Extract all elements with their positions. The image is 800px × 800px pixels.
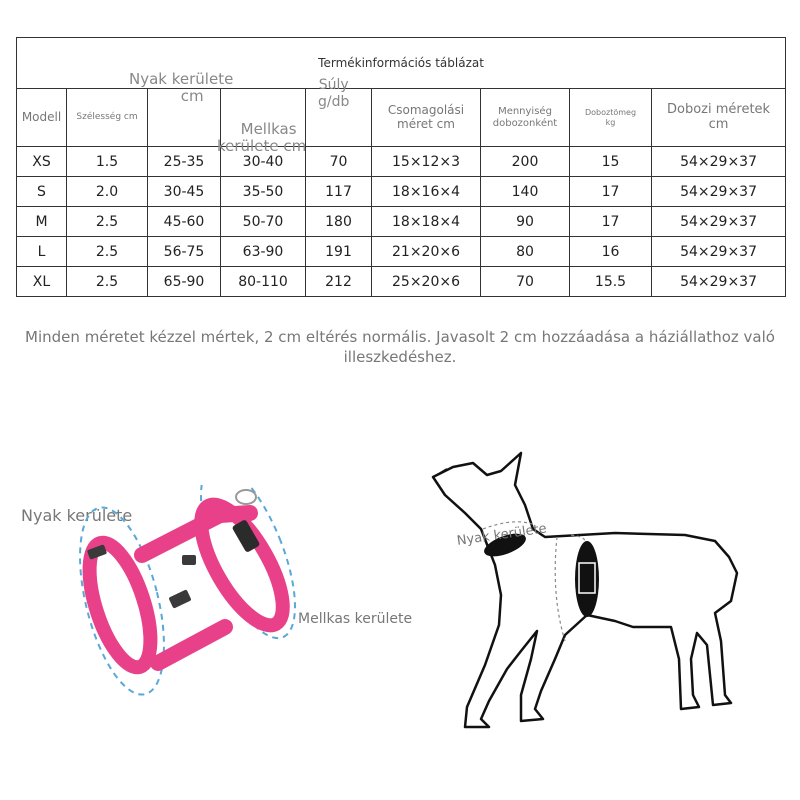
cell-package: 25×20×6 [372, 267, 481, 297]
cell-qty: 70 [481, 267, 570, 297]
cell-chest: 80-110 [221, 267, 306, 297]
cell-weight: 191 [306, 237, 372, 267]
header-package: Csomagolási méret cm [372, 89, 481, 147]
cell-width: 2.0 [67, 177, 148, 207]
cell-package: 21×20×6 [372, 237, 481, 267]
cell-chest: 63-90 [221, 237, 306, 267]
cell-box-weight: 15.5 [570, 267, 652, 297]
cell-box-weight: 15 [570, 147, 652, 177]
cell-box-size: 54×29×37 [652, 177, 786, 207]
cell-box-weight: 16 [570, 237, 652, 267]
cell-weight: 180 [306, 207, 372, 237]
cell-box-weight: 17 [570, 207, 652, 237]
cell-qty: 90 [481, 207, 570, 237]
cell-box-weight: 17 [570, 177, 652, 207]
cell-model: S [17, 177, 67, 207]
dog-neck-label: Nyak kerülete [456, 521, 548, 549]
table-row [17, 207, 786, 237]
d-ring-icon [236, 490, 256, 504]
cell-package: 18×18×4 [372, 207, 481, 237]
cell-neck: 45-60 [148, 207, 221, 237]
product-info-table [16, 37, 786, 297]
header-weight: Súly g/db [306, 89, 372, 147]
header-neck [129, 70, 234, 147]
cell-model: XS [17, 147, 67, 177]
harness-illustration [70, 485, 300, 700]
header-box-size: Dobozi méretek cm [652, 89, 786, 147]
cell-model: L [17, 237, 67, 267]
cell-width: 1.5 [67, 147, 148, 177]
cell-weight: 212 [306, 267, 372, 297]
cell-package: 18×16×4 [372, 177, 481, 207]
cell-qty: 200 [481, 147, 570, 177]
cell-package: 15×12×3 [372, 147, 481, 177]
cell-qty: 80 [481, 237, 570, 267]
cell-chest: 50-70 [221, 207, 306, 237]
measurement-note: Minden méretet kézzel mértek, 2 cm eltérés normális. Javasolt 2 cm hozzáadása a háziállathoz való illeszkedéshez. [25, 328, 775, 366]
header-model: Modell [17, 89, 67, 147]
cell-box-size: 54×29×37 [652, 147, 786, 177]
cell-width: 2.5 [67, 207, 148, 237]
harness-chest-label: Mellkas kerülete [298, 611, 413, 627]
table-row [17, 147, 786, 177]
header-chest-label: Mellkas kerülete cm [217, 120, 307, 156]
dog-outline-illustration [425, 445, 755, 745]
header-box-weight: Doboztömeg kg [570, 89, 652, 147]
cell-neck: 56-75 [148, 237, 221, 267]
header-row [17, 89, 786, 147]
cell-box-size: 54×29×37 [652, 207, 786, 237]
table-row [17, 177, 786, 207]
cell-neck: 65-90 [148, 267, 221, 297]
cell-chest: 30-40 [221, 147, 306, 177]
cell-chest: 35-50 [221, 177, 306, 207]
slider-icon [168, 589, 191, 608]
header-chest [217, 89, 307, 156]
table-title: Termékinformációs táblázat [17, 38, 786, 89]
cell-qty: 140 [481, 177, 570, 207]
cell-weight: 70 [306, 147, 372, 177]
cell-model: M [17, 207, 67, 237]
header-width: Szélesség cm [67, 89, 148, 147]
cell-model: XL [17, 267, 67, 297]
cell-width: 2.5 [67, 237, 148, 267]
belly-strap [158, 627, 225, 663]
slider-icon [182, 555, 196, 565]
cell-box-size: 54×29×37 [652, 267, 786, 297]
table-row [17, 237, 786, 267]
cell-weight: 117 [306, 177, 372, 207]
header-neck-label: Nyak kerülete cm [129, 70, 234, 106]
cell-width: 2.5 [67, 267, 148, 297]
cell-neck: 25-35 [148, 147, 221, 177]
header-qty: Mennyiség dobozonként [481, 89, 570, 147]
harness-neck-label: Nyak kerülete [21, 506, 133, 525]
cell-box-size: 54×29×37 [652, 237, 786, 267]
table-row [17, 267, 786, 297]
cell-neck: 30-45 [148, 177, 221, 207]
